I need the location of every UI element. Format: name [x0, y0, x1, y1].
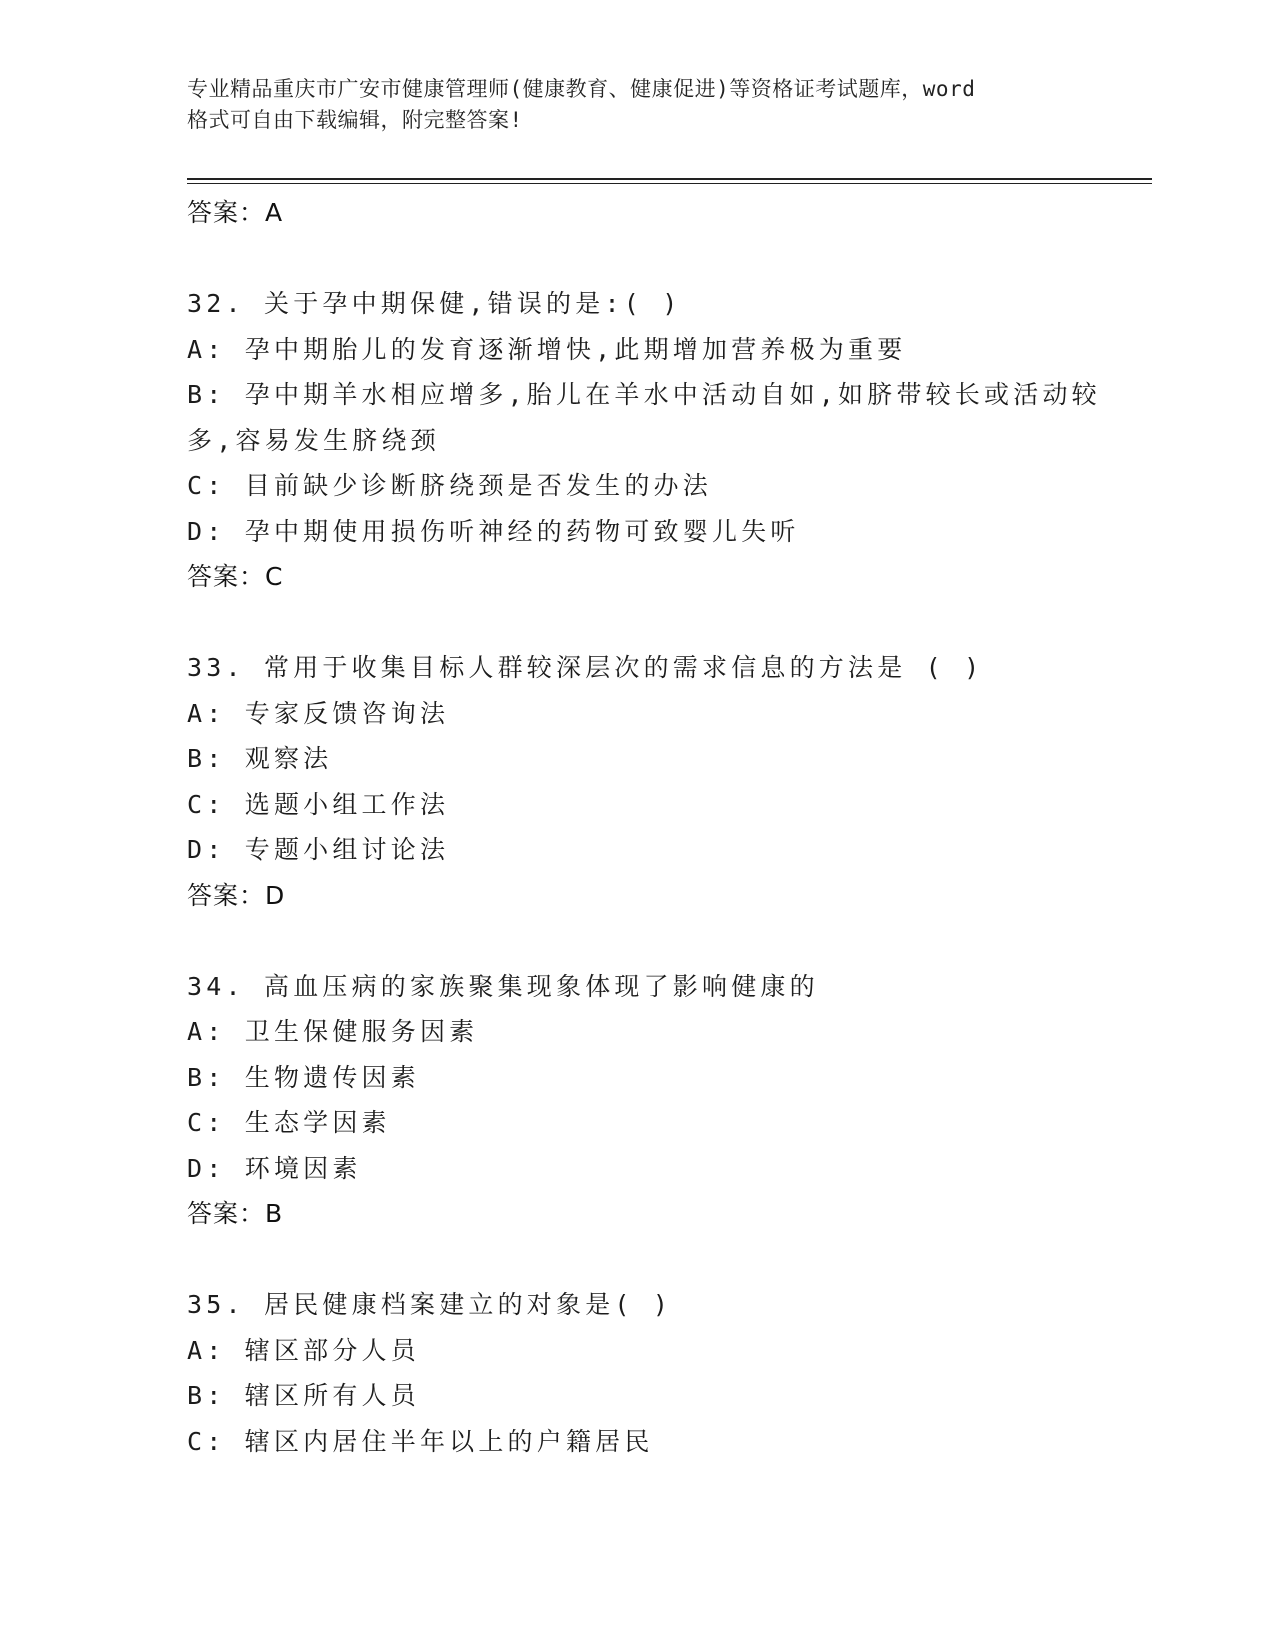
option-b: B: 生物遗传因素 [187, 1062, 420, 1092]
option-c: C: 目前缺少诊断脐绕颈是否发生的办法 [187, 471, 712, 500]
answer: 答案：C [187, 562, 284, 591]
question-list [187, 190, 1152, 1464]
answer: 答案：B [187, 1199, 284, 1228]
question-35 [187, 1282, 1152, 1464]
option-d: D: 孕中期使用损伤听神经的药物可致婴儿失听 [187, 516, 800, 546]
option-a: A: 辖区部分人员 [187, 1335, 420, 1365]
option-b: B: 孕中期羊水相应增多,胎儿在羊水中活动自如,如脐带较长或活动较 [187, 380, 1101, 409]
option-c: C: 辖区内居住半年以上的户籍居民 [187, 1426, 654, 1456]
spacer [187, 918, 1152, 964]
question-33 [187, 645, 1152, 918]
spacer [187, 600, 1152, 646]
document-header [187, 74, 1087, 136]
question-stem: 34. 高血压病的家族聚集现象体现了影响健康的 [187, 971, 819, 1001]
option-a: A: 孕中期胎儿的发育逐渐增快,此期增加营养极为重要 [187, 334, 907, 364]
header-line-2: 格式可自由下载编辑，附完整答案! [187, 108, 523, 132]
option-c: C: 生态学因素 [187, 1108, 391, 1137]
option-b: B: 辖区所有人员 [187, 1381, 420, 1410]
answer-prev: 答案：A [187, 198, 284, 227]
question-stem: 35. 居民健康档案建立的对象是( ) [187, 1290, 673, 1319]
question-34 [187, 964, 1152, 1237]
option-a: A: 专家反馈咨询法 [187, 698, 450, 728]
option-a: A: 卫生保健服务因素 [187, 1017, 479, 1046]
option-d: D: 专题小组讨论法 [187, 835, 450, 864]
header-line-1: 专业精品重庆市广安市健康管理师(健康教育、健康促进)等资格证考试题库，word [187, 77, 976, 101]
answer: 答案：D [187, 880, 286, 910]
header-divider-thick [187, 178, 1152, 180]
question-stem: 33. 常用于收集目标人群较深层次的需求信息的方法是 ( ) [187, 653, 984, 682]
spacer [187, 236, 1152, 282]
option-b: B: 观察法 [187, 744, 333, 773]
spacer [187, 1237, 1152, 1283]
header-divider-thin [187, 183, 1152, 184]
option-b-continued: 多,容易发生脐绕颈 [187, 425, 440, 455]
question-stem: 32. 关于孕中期保健,错误的是:( ) [187, 289, 682, 318]
option-d: D: 环境因素 [187, 1153, 362, 1183]
option-c: C: 选题小组工作法 [187, 789, 450, 819]
question-32 [187, 281, 1152, 600]
